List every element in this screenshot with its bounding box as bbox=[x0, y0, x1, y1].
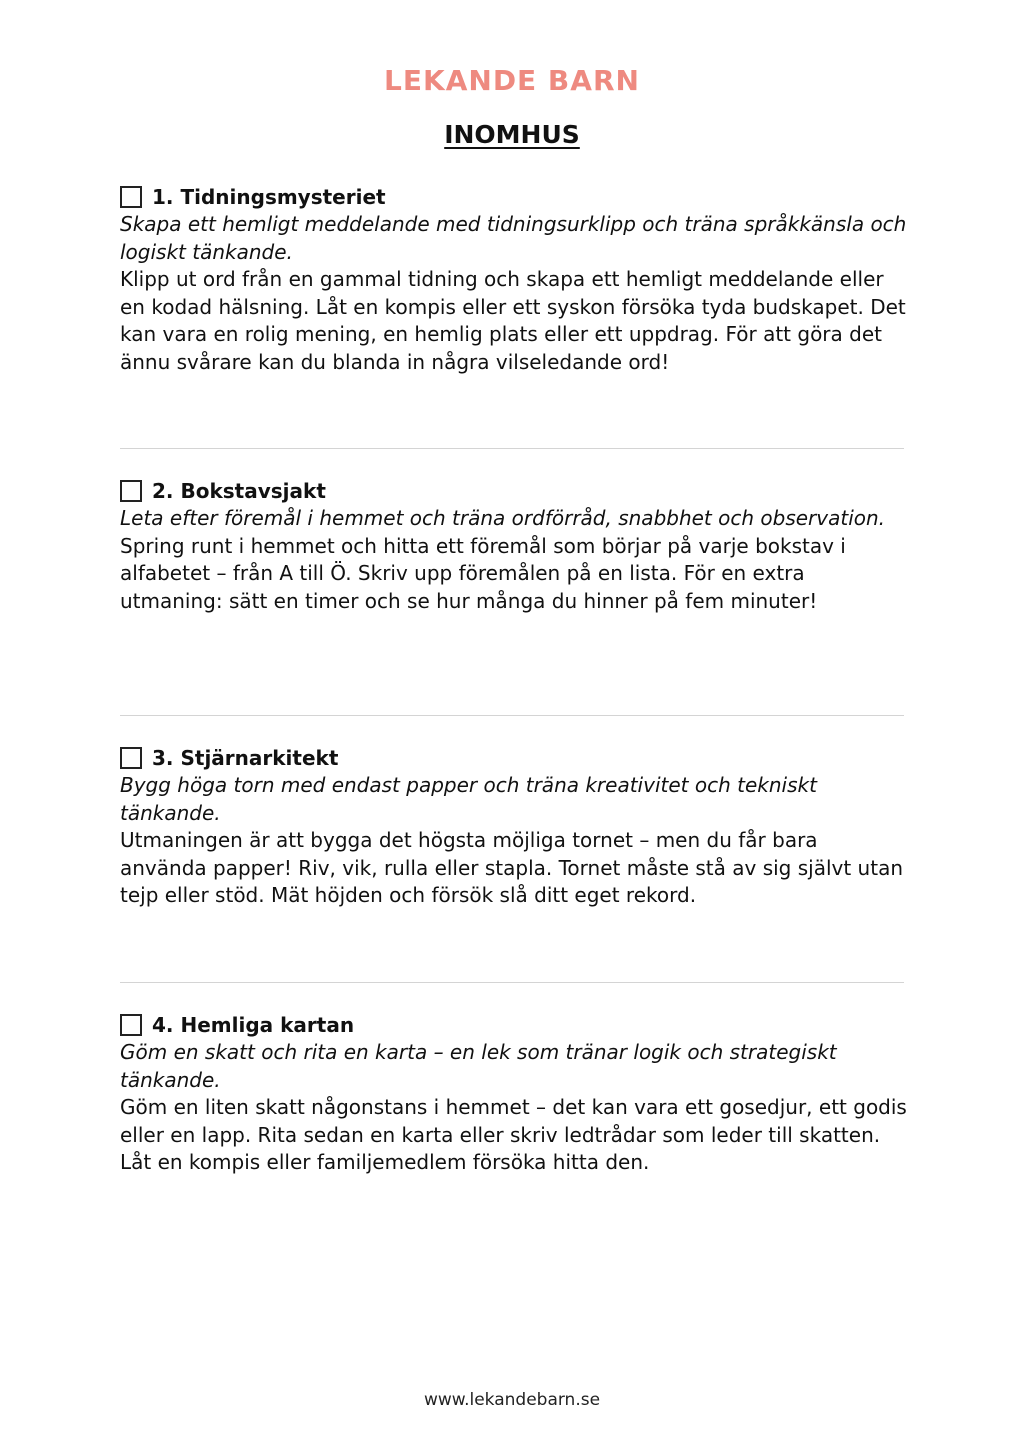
task-2-intro: Leta efter föremål i hemmet och träna ordförråd, snabbhet och observation. bbox=[120, 506, 886, 530]
task-2 bbox=[120, 477, 910, 615]
task-4-title: 4. Hemliga kartan bbox=[152, 1013, 355, 1037]
task-2-title: 2. Bokstavsjakt bbox=[152, 479, 326, 503]
section-divider bbox=[120, 982, 904, 983]
task-4-intro: Göm en skatt och rita en karta – en lek som tränar logik och strategiskt tänkande. bbox=[120, 1040, 837, 1092]
task-1-intro: Skapa ett hemligt meddelande med tidningsurklipp och träna språkkänsla och logiskt tänkande. bbox=[120, 212, 907, 264]
task-heading bbox=[120, 744, 910, 772]
task-3-checkbox[interactable] bbox=[120, 747, 142, 769]
task-3-title: 3. Stjärnarkitekt bbox=[152, 746, 339, 770]
task-heading bbox=[120, 477, 910, 505]
task-1-title: 1. Tidningsmysteriet bbox=[152, 185, 386, 209]
task-3 bbox=[120, 744, 910, 910]
page-title: INOMHUS bbox=[444, 120, 580, 149]
task-1-description: Klipp ut ord från en gammal tidning och skapa ett hemligt meddelande eller en kodad hälsning. Låt en kompis eller ett syskon försöka tyda budskapet. Det kan vara en rolig mening, en hemlig plats eller ett uppdrag. För att göra det ännu svårare kan du blanda in några vilseledande ord! bbox=[120, 267, 906, 374]
task-1 bbox=[120, 183, 910, 376]
task-4-description: Göm en liten skatt någonstans i hemmet – det kan vara ett gosedjur, ett godis eller en lapp. Rita sedan en karta eller skriv ledtrådar som leder till skatten. Låt en kompis eller familjemedlem försöka hitta den. bbox=[120, 1095, 907, 1174]
footer-url[interactable]: www.lekandebarn.se bbox=[423, 1390, 601, 1410]
task-1-checkbox[interactable] bbox=[120, 186, 142, 208]
task-2-checkbox[interactable] bbox=[120, 480, 142, 502]
task-3-description: Utmaningen är att bygga det högsta möjliga tornet – men du får bara använda papper! Riv, vik, rulla eller stapla. Tornet måste stå av sig självt utan tejp eller stöd. Mät höjden och försök slå ditt eget rekord. bbox=[120, 828, 904, 907]
section-divider bbox=[120, 715, 904, 716]
task-4 bbox=[120, 1011, 910, 1177]
task-3-intro: Bygg höga torn med endast papper och träna kreativitet och tekniskt tänkande. bbox=[120, 773, 817, 825]
task-4-checkbox[interactable] bbox=[120, 1014, 142, 1036]
task-2-description: Spring runt i hemmet och hitta ett föremål som börjar på varje bokstav i alfabetet – från A till Ö. Skriv upp föremålen på en lista. För en extra utmaning: sätt en timer och se hur många du hinner på fem minuter! bbox=[120, 533, 846, 613]
brand-logo: LEKANDE BARN bbox=[384, 64, 640, 97]
task-heading bbox=[120, 183, 910, 211]
task-heading bbox=[120, 1011, 910, 1039]
section-divider bbox=[120, 448, 904, 449]
